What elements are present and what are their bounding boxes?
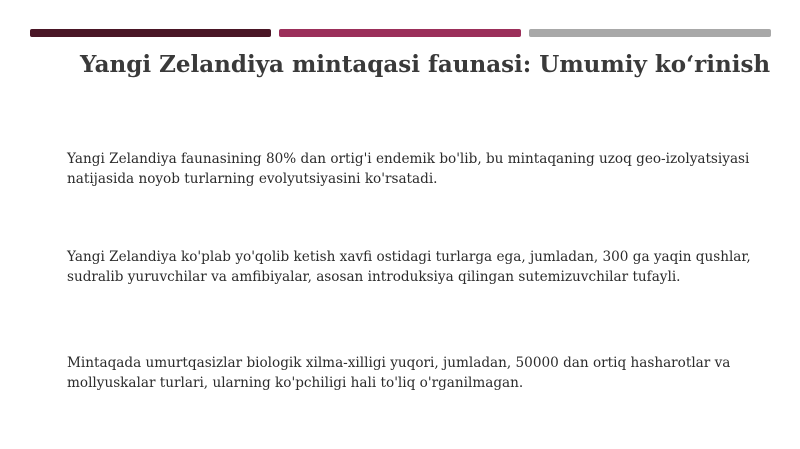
accent-bar-gray bbox=[529, 29, 771, 37]
accent-bar-magenta bbox=[279, 29, 521, 37]
slide-title: Yangi Zelandiya mintaqasi faunasi: Umumiy ko‘rinish bbox=[80, 51, 771, 78]
paragraph-endangered-species: Yangi Zelandiya ko'plab yo'qolib ketish xavfi ostidagi turlarga ega, jumladan, 300 ga yaqin qushlar, sudralib yuruvchilar va amfibiyalar, asosan introduksiya qilingan sutemizuvchilar tufayli. bbox=[67, 249, 751, 285]
paragraph-invertebrates: Mintaqada umurtqasizlar biologik xilma-xilligi yuqori, jumladan, 50000 dan ortiq hasharotlar va mollyuskalar turlari, ularning ko'pchiligi hali to'liq o'rganilmagan. bbox=[67, 355, 731, 391]
paragraph-endemism: Yangi Zelandiya faunasining 80% dan ortig'i endemik bo'lib, bu mintaqaning uzoq geo-izolyatsiyasi natijasida noyob turlarning evolyutsiyasini ko'rsatadi. bbox=[67, 151, 750, 187]
accent-bar-dark bbox=[30, 29, 271, 37]
